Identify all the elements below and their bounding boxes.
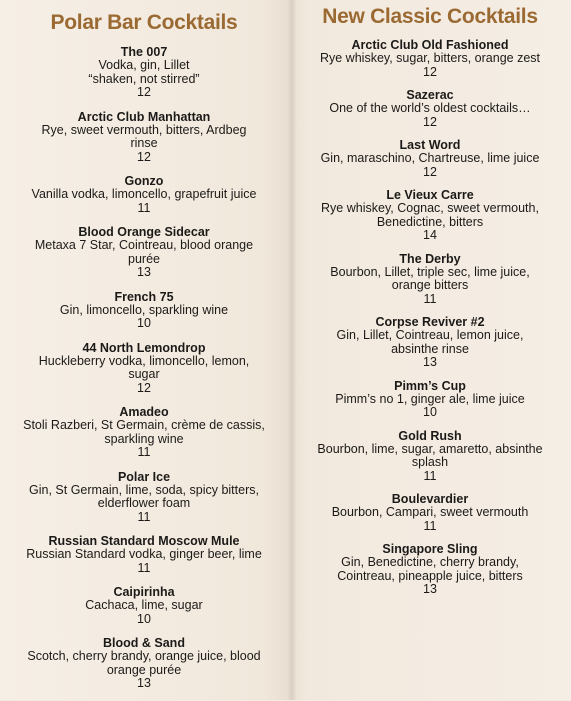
cocktail-price: 13 — [423, 355, 437, 369]
cocktail-name: Boulevardier — [391, 492, 469, 506]
cocktail-ingredients: Bourbon, lime, sugar, amaretto, absinthe splash — [317, 441, 543, 469]
cocktail-ingredients: Cachaca, lime, sugar — [85, 598, 203, 612]
cocktail-price: 11 — [137, 200, 151, 215]
cocktail-name: Singapore Sling — [382, 542, 478, 556]
cocktail-ingredients: Bourbon, Campari, sweet vermouth — [331, 505, 529, 519]
cocktail-name: The Derby — [399, 251, 461, 266]
cocktail-name: Blood Orange Sidecar — [78, 225, 210, 239]
cocktail-name: 44 North Lemondrop — [82, 340, 206, 355]
cocktail-ingredients: Gin, maraschino, Chartreuse, lime juice — [320, 151, 540, 165]
menu-item — [289, 315, 571, 370]
cocktail-price: 11 — [423, 468, 437, 483]
cocktail-price: 11 — [137, 509, 151, 524]
menu-item — [0, 174, 288, 215]
new-classic-heading: New Classic Cocktails — [322, 5, 538, 28]
cocktail-name: Sazerac — [406, 88, 454, 102]
cocktail-ingredients: Russian Standard vodka, ginger beer, lime — [26, 547, 262, 561]
cocktail-name: Arctic Club Old Fashioned — [351, 38, 509, 52]
menu-item — [0, 110, 288, 165]
cocktail-price: 11 — [423, 518, 437, 533]
cocktail-ingredients: Bourbon, Lillet, triple sec, lime juice, orange bitters — [330, 264, 530, 292]
new-classic-list — [289, 29, 571, 597]
cocktail-price: 12 — [423, 64, 437, 79]
cocktail-ingredients: Rye, sweet vermouth, bitters, Ardbeg rinse — [41, 122, 247, 150]
cocktail-ingredients: Rye whiskey, sugar, bitters, orange zest — [319, 51, 540, 65]
menu-item — [289, 429, 571, 484]
cocktail-price: 10 — [423, 405, 437, 419]
cocktail-price: 10 — [137, 316, 151, 330]
menu-item — [0, 470, 288, 525]
menu-item — [289, 492, 571, 533]
cocktail-price: 11 — [137, 445, 151, 459]
cocktail-ingredients: Stoli Razberi, St Germain, crème de cassis, sparkling wine — [23, 418, 265, 446]
cocktail-price: 12 — [137, 85, 151, 99]
menu-item — [0, 341, 288, 396]
cocktail-name: The 007 — [120, 45, 168, 59]
cocktail-price: 13 — [137, 676, 151, 690]
menu-item — [0, 585, 288, 626]
cocktail-name: Amadeo — [119, 405, 169, 419]
cocktail-price: 11 — [137, 560, 151, 575]
polar-bar-list — [0, 35, 288, 691]
cocktail-name: Pimm’s Cup — [394, 378, 466, 393]
cocktail-name: Arctic Club Manhattan — [77, 109, 211, 124]
menu-item — [0, 636, 288, 691]
menu-item — [0, 534, 288, 575]
cocktail-ingredients: Metaxa 7 Star, Cointreau, blood orange purée — [34, 238, 254, 266]
cocktail-ingredients: Gin, Lillet, Cointreau, lemon juice, absinthe rinse — [336, 328, 524, 356]
cocktail-name: Le Vieux Carre — [386, 188, 474, 202]
cocktail-name: Blood & Sand — [103, 636, 185, 650]
cocktail-name: Gold Rush — [398, 428, 462, 443]
menu-item — [0, 405, 288, 460]
menu-item — [289, 542, 571, 597]
cocktail-ingredients: Rye whiskey, Cognac, sweet vermouth, Benedictine, bitters — [321, 201, 539, 229]
cocktail-price: 11 — [423, 291, 437, 306]
cocktail-ingredients: Gin, St Germain, lime, soda, spicy bitters, elderflower foam — [29, 482, 259, 510]
cocktail-ingredients: Huckleberry vodka, limoncello, lemon, sugar — [38, 353, 250, 381]
cocktail-ingredients: Scotch, cherry brandy, orange juice, blood orange purée — [27, 649, 261, 677]
cocktail-price: 13 — [423, 582, 437, 596]
cocktail-price: 10 — [137, 611, 151, 626]
polar-bar-heading: Polar Bar Cocktails — [50, 11, 238, 34]
cocktail-ingredients: Vodka, gin, Lillet “shaken, not stirred” — [88, 58, 200, 86]
cocktail-name: Corpse Reviver #2 — [375, 315, 485, 329]
cocktail-ingredients: Pimm’s no 1, ginger ale, lime juice — [335, 391, 525, 406]
cocktail-price: 12 — [137, 380, 151, 395]
cocktail-name: Russian Standard Moscow Mule — [48, 534, 240, 548]
menu-item — [0, 225, 288, 280]
cocktail-price: 12 — [423, 114, 437, 129]
cocktail-name: Polar Ice — [117, 469, 171, 484]
menu-item — [289, 88, 571, 129]
cocktail-ingredients: Vanilla vodka, limoncello, grapefruit juice — [31, 187, 257, 201]
cocktail-price: 13 — [137, 265, 151, 279]
cocktail-ingredients: Gin, Benedictine, cherry brandy, Cointreau, pineapple juice, bitters — [337, 555, 523, 583]
cocktail-ingredients: One of the world’s oldest cocktails… — [329, 101, 531, 115]
cocktail-price: 12 — [137, 149, 151, 164]
menu-item — [0, 45, 288, 100]
cocktail-price: 14 — [423, 228, 437, 242]
cocktail-price: 12 — [423, 164, 437, 179]
cocktail-name: French 75 — [114, 289, 174, 304]
menu-item — [289, 38, 571, 79]
menu-item — [289, 252, 571, 307]
new-classic-column — [289, 0, 571, 606]
menu-item — [289, 379, 571, 420]
cocktail-name: Caipirinha — [113, 585, 175, 599]
menu-item — [0, 290, 288, 331]
cocktail-ingredients: Gin, limoncello, sparkling wine — [59, 302, 229, 317]
menu-item — [289, 138, 571, 179]
menu-item — [289, 188, 571, 243]
cocktail-name: Gonzo — [124, 174, 164, 188]
cocktail-name: Last Word — [399, 138, 461, 152]
